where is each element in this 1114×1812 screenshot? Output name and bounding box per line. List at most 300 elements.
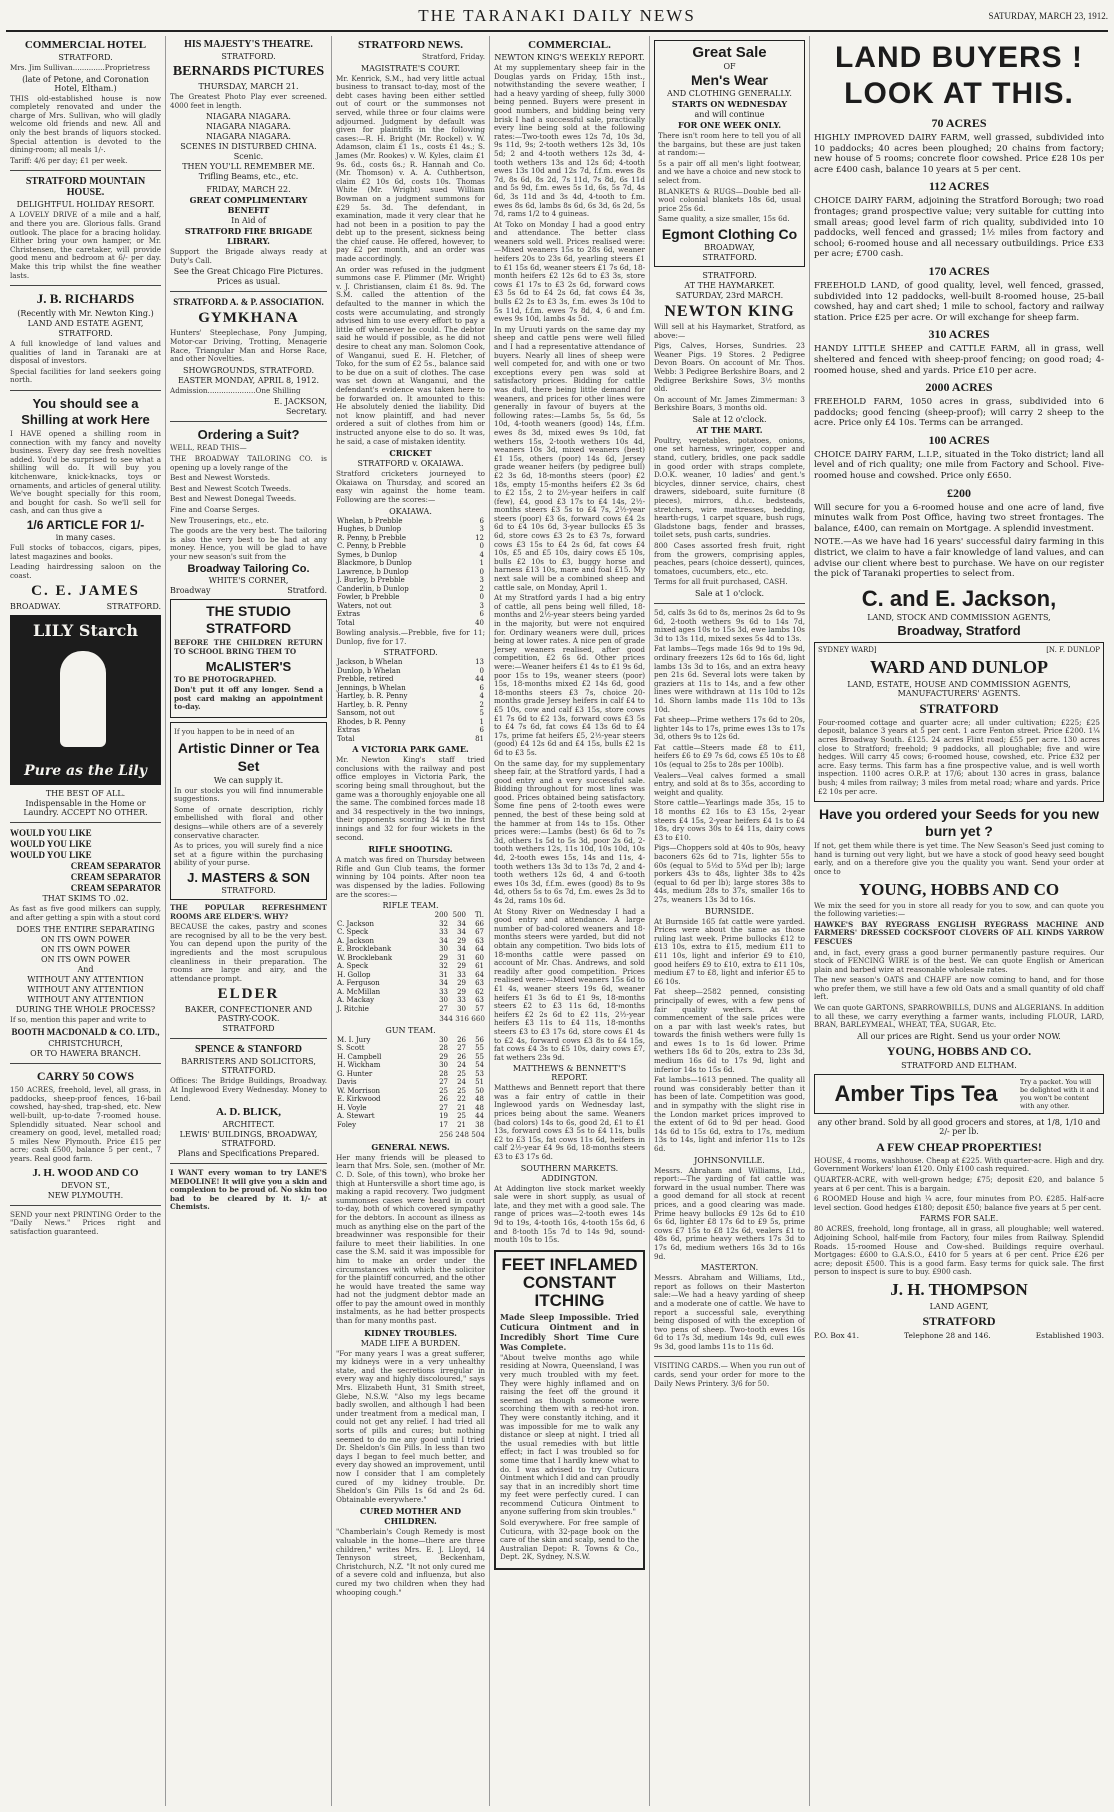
shilling-price-note: in many cases. xyxy=(55,533,116,542)
acres-150-text: 150 ACRES, freehold, level, all grass, in paddocks, sheep-proof fences, 16-bail cowshed, hay-shed, trap-shed, etc. New well-built, up-to-date 7-roomed house. Splendidly situated. Near school and creamery on good, level, metalled road; 5 miles New Plymouth. Price £15 per acre; cash £500, balance 5 per cent., 7 years. Real good farm. xyxy=(10,1085,161,1163)
hotel-title: COMMERCIAL HOTEL xyxy=(24,39,147,51)
player-score: 24 xyxy=(457,1078,466,1087)
great-sale-title: Great Sale xyxy=(692,44,767,61)
lily-title: LILY Starch xyxy=(32,621,139,641)
bowling-analysis: Bowling analysis.—Prebble, five for 11; Dunlop, five for 17. xyxy=(336,628,485,646)
masterton-head: MASTERTON. xyxy=(700,1263,759,1273)
artistic-title: Artistic Dinner or Tea Set xyxy=(177,739,320,774)
nf-dunlop: [N. F. DUNLOP xyxy=(1046,645,1100,654)
seeds-text: If not, get them while there is yet time. The New Season's Seed just coming to hand is turning out very light, but we have a stock of good heavy seed bought early, and on a therefore give you the quality you want. Send your order at once to xyxy=(814,841,1104,876)
player-score: 48 xyxy=(475,1095,484,1104)
look-at-this: LOOK AT THIS. xyxy=(844,77,1074,110)
cheap-1: HOUSE, 4 rooms, washhouse. Cheap at £225. With quarter-acre. High and dry. Government Workers' loan £120. Only £100 cash required. xyxy=(814,1155,1104,1174)
nk-list2: On account of Mr. James Zimmerman: 3 Berkshire Boars, 3 months old. xyxy=(654,394,805,413)
gymkhana-text: Hunters' Steeplechase, Pony Jumping, Motor-car Driving, Trotting, Menagerie Race, Triangular Man and Horse Race, and other Novelties. xyxy=(170,328,327,364)
cheap-3: 6 ROOMED House and high ¼ acre, four minutes from P.O. £285. Half-acre level section. Good hedges £180; deposit £50; balance five years at 5 per cent. xyxy=(814,1194,1104,1212)
player-name: Rhodes, b R. Penny xyxy=(337,717,406,726)
player-name: Waters, not out xyxy=(337,601,392,610)
report-text-5: On the same day, for my supplementary sheep fair, at the Stratford yards, I had a good entry and a very successful sale. Bidding throughout for most lines was good. Prices obtained being satisfactory. Some fine pens of 2-tooth ewes were penned, the best of these being sold at the hammer at from 14s to 15s. Other prices were:—Lambs (best) 6s 6d to 7s 3d, others 1s 5d to 5s 3d, poor 2s 6d, 2-tooth wethers 12s, 11s 10d, 10s 10d, 10s 4d, 2-tooth ewes 15s, 14s and 11s, 4-tooth wethers 13s 3d to 13s 7d, 2 and 4-tooth wethers 12s 6d, 4 and 6-tooth ewes 10s 3d, f.f.m. ewes (good) 8s to 9s 4d, others 5s to 6s 7d, f.m. ewes 2s 3d to 4s 2d, rams 10s 6d. xyxy=(494,758,645,905)
player-name: C. Penny, b Prebble xyxy=(337,542,406,550)
okaiawa-head: OKAIAWA. xyxy=(389,506,432,516)
sale-text4: Same quality, a size smaller, 15s 6d. xyxy=(658,214,790,224)
park-text: Mr. Newton King's staff tried conclusions with the railway and post office employes in Victoria Park, the scoring being small throughout, but the game was a thoroughly enjoyable one all the same. The combined forces made 18 and 34 respectively in the two innings, their opponents scoring 34 in the first innings and 32 for four wickets in the second. xyxy=(336,755,485,842)
player-name: Blackmore, b Dunlop xyxy=(337,559,412,567)
score-row xyxy=(336,534,485,543)
cheap-4: 80 ACRES, freehold, long frontage, all in grass, all ploughable; well watered. Adjoining School, half-mile from Factory, four miles from Railway. Splendid Roads. 15-roomed House and Cow-shed. Buildings require overhaul. Mortgages: £600 to G.A.S.O., £410 for 5 years at 6 per cent. Price £26 per acre; deposit £500. This is a good farm. Easy terms for quick sale. The first person to inspect is sure to buy. £900 cash. xyxy=(814,1224,1104,1277)
score-row xyxy=(336,551,485,560)
column-4 xyxy=(490,36,650,1806)
gymkhana: GYMKHANA xyxy=(198,310,299,327)
lily-text2: Indispensable in the Home or Laundry. ACCEPT NO OTHER. xyxy=(23,799,148,818)
report-text-3: In my Uruuti yards on the same day my sheep and cattle pens were well filled and I had a representative attendance of buyers. Nearly all lines of sheep were well competed for, and with one or two exceptions every pen was sold at satisfactory prices. Bidding for cattle was dull, there being little demand for weaners, and prices for other lines were generally in favour of buyers at the following rates:—Lambs 5s, 5s 6d, 5s 10d, 4-tooth weaners (good) 14s, f.f.m. ewes 8s 3d, mixed ewes 9s 10d, fat wethers 15s, 2-tooth wethers 10s 4d, weaners 10s 3d, mixed weaners (best) £1 15s, others (poor) 14s 6d, Jersey grade weaner heifers (by pedigree bull) £2 3s 6d, 18-months steers (poor) £2 18s, empty 15-months heifers £2 3s 6d to £2 15s, 2 to 2½-year heifers in calf (few), £4, good £3 17s to £4 14s, 2½-months steers £3 5s to £4 7s, 2½-year steers (poor) £3 6s, forward cows £4 2s 6d to £4 10s 6d, 3-year bullocks £5 3s 6d, store cows £3 2s to £3 7s, forward cows £3 15s to £4 2s 6d, fat cows £4 10s, £5 and £5 10s, dairy cows £5 10s, bulls £2 10s to £3, buggy horse and harness £13 10s, mare and foal £15. My next sale will be a combined sheep and cattle sale, on Monday, April 1. xyxy=(494,324,645,592)
player-score: 24 xyxy=(457,1061,466,1070)
nk-list: Pigs, Calves, Horses, Sundries. 23 Weaner Pigs. 19 Stores. 2 Pedigree Devon Boars. On account of Mr. Thos. Webb: 3 Pedigree Berkshire Boars, and 2 Pedigree Berkshire Sows, 3½ months old. xyxy=(654,341,805,394)
theatre-place: STRATFORD. xyxy=(221,52,276,61)
booth-place: CHRISTCHURCH, xyxy=(48,1039,123,1049)
player-score: 33 xyxy=(439,987,448,996)
rifle-team-head: RIFLE TEAM. xyxy=(382,901,439,911)
skims: THAT SKIMS TO .02. xyxy=(42,894,129,904)
studio-text: BEFORE THE CHILDREN RETURN TO SCHOOL BRING THEM TO xyxy=(174,638,323,657)
attention-1: WITHOUT ANY ATTENTION xyxy=(27,974,144,984)
stocks: In our stocks you will find innumerable suggestions. xyxy=(174,785,323,804)
r-text: 5d, calfs 3s 6d to 8s, merinos 2s 6d to 9s 6d, 2-tooth wethers 9s 6d to 14s 7d, mixed ages 10s to 15s 3d, ewe lambs 10s 3d to 13s 11d, mixed sexes 5s 4d to 13s. xyxy=(654,607,805,643)
thursday: THURSDAY, MARCH 21. xyxy=(198,82,299,91)
column-2 xyxy=(166,36,332,1806)
suit-text: WELL, READ THIS— xyxy=(170,443,247,453)
general-news-head: GENERAL NEWS. xyxy=(371,1141,450,1152)
divider xyxy=(170,1038,327,1039)
player-score: 31 xyxy=(439,970,448,979)
header-row xyxy=(336,911,485,920)
cuticura-advert xyxy=(494,1250,645,1570)
studio-text3: Don't put it off any longer. Send a post card making an appointment to-day. xyxy=(174,685,323,712)
tailoring-name: Broadway Tailoring Co. xyxy=(187,563,310,576)
mart-text2: 800 Cases assorted fresh fruit, right from the growers, comprising apples, peaches, pears (choice dessert), quinces, tomatoes, cucumbers, etc., etc. xyxy=(654,541,805,576)
elder-sub: BAKER, CONFECTIONER AND PASTRY-COOK. xyxy=(184,1005,313,1024)
young-list: HAWKE'S BAY RYEGRASS ENGLISH RYEGRASS MACHINE AND FARMERS' DRESSED COCKSFOOT CLOVERS OF ALL KINDS YARROW FESCUES xyxy=(814,919,1104,946)
thompson-sub: LAND AGENT, xyxy=(929,1301,989,1311)
player-score: 28 xyxy=(439,1069,448,1078)
great-sale-advert xyxy=(654,40,805,267)
score-row xyxy=(336,1104,485,1113)
stratford-head: STRATFORD. xyxy=(702,270,757,280)
court-text: Mr. Kenrick, S.M., had very little actual business to transact to-day, most of the debt cases having been either settled out of court or the summonses not served, while three or four claims were adjourned. Judgment by default was given for plaintiffs in the following cases:—R. H. Bright (Mr. Rockel) v. W. Adamson, claim £1 1s., costs £1 4s.; S. James (Mr. Rookes) v. W. Kyles, claim £1 9s. 6d., costs 6s.; R. Hannah and Co. (Mr. Thomson) v. A. A. Cuthbertson, claim £2 10s 6d, costs 10s. Thomas White (Mr. Wright) sued William Bowman on a judgment summons for £29 5s. 3d. The defendant, in examination, made it very clear that he had not been in a position to pay the debt up to the present, sickness being the chief cause. He offered, however, to pay £2 per month, and an order was made accordingly. xyxy=(336,73,485,264)
player-score: 51 xyxy=(475,1078,484,1087)
sale-text3: BLANKETS & RUGS—Double bed all-wool colonial blankets 18s 6d, usual price 25s 6d. xyxy=(658,186,801,213)
score-row xyxy=(336,988,485,997)
player-name: Jennings, b Whelan xyxy=(337,683,406,692)
player-score: 56 xyxy=(475,1035,484,1044)
ward-dunlop-advert xyxy=(814,642,1104,802)
theatre-title: HIS MAJESTY'S THEATRE. xyxy=(184,39,313,50)
seeds-headline: Have you ordered your Seeds for you new burn yet ? xyxy=(818,806,1100,840)
addington-head: ADDINGTON. xyxy=(541,1173,598,1183)
player-score: 53 xyxy=(475,1069,484,1078)
r-text6: Store cattle—Yearlings made 35s, 15 to 18 months £2 16s to £3 15s, 2-year steers £4 15s, 2-year heifers £4 1s to £4 18s, dry cows 30s to £4 11s, dairy cows £3 to £10. xyxy=(654,798,805,842)
r-text7: Pigs—Choppers sold at 40s to 90s, heavy baconers 62s 6d to 71s, lighter 55s to 60s (equal to 5½d to 5¾d per lb); large porkers 43s to 48s, lighter 38s to 42s (equal to 6d per lb); large stores 38s to 44s, medium 28s to 37s, smaller 16s to 27s, weaners 13s 3d to 16s. xyxy=(654,843,805,904)
cricket-sub: STRATFORD v. OKAIAWA. xyxy=(357,459,464,469)
scenic: Scenic. xyxy=(233,152,264,162)
lily-slogan: Pure as the Lily xyxy=(24,763,147,780)
popular-rooms: THE POPULAR REFRESHMENT ROOMS ARE ELDER'S. WHY? xyxy=(170,902,327,921)
player-score: 0 xyxy=(479,666,484,675)
score-row xyxy=(336,684,485,693)
supply: We can supply it. xyxy=(213,775,284,785)
player-score: 1 xyxy=(479,717,484,726)
player-score: 0 xyxy=(479,567,484,576)
sale-continue: and will continue xyxy=(694,110,765,119)
player-name: G. Hunter xyxy=(337,1069,373,1078)
report-text-2: At Toko on Monday I had a good entry and attendance. The better class weaners sold well. Prices realised were:—Mixed weaners 15s to 28s 6d, weaner heifers 20s to 23s 6d, yearling steers £1 to £1 15s 6d, weaner steers £1 7s 6d, 18-month heifers £2 12s 6d to £3 3s, store cows £1 17s to £3 2s 6d, forward cows £3 5s 6d to £4 2s 6d, fat cows £4 3s, bulls £2 2s to £3 3s, f.m. ewes 3s 10d to 5s 11d, f.f.m. ewes 7s 8d, 4, 6 and f.m. ewes 9s 10d, lambs 4s 5d. xyxy=(494,219,645,324)
rifle-scores xyxy=(336,911,485,1013)
score-row xyxy=(336,962,485,971)
player-score: 64 xyxy=(475,970,484,979)
player-score: 4 xyxy=(479,550,484,559)
player-name: W. Brocklebank xyxy=(337,953,393,962)
worsted-3: Best and Newest Donegal Tweeds. xyxy=(170,494,297,504)
player-name: Hartley, b. R. Penny xyxy=(337,700,408,709)
mens-wear: Men's Wear xyxy=(691,72,768,88)
player-score: 27 xyxy=(439,1103,448,1112)
jackson-place: Broadway, Stratford xyxy=(897,622,1021,638)
player-score: 30 xyxy=(439,1035,448,1044)
score-row xyxy=(336,1087,485,1096)
own-power-1: ON ITS OWN POWER xyxy=(41,934,130,944)
court-text2: An order was refused in the judgment summons case F. Plimmer (Mr. Wright) v. J. Christiansen, claim £1 8s. 9d. The S.M. called the attention of the defaulted to the manner in which the costs were accumulating, and strongly advised him to use every effort to pay a little off whenever he could. The debtor said he would if possible, as he did not desire to cheat any man. Solomon Cook, of Wanganui, sued E. H. Fletcher, of Toko, for the sum of £2 5s., balance said to be due on a suit of clothes. The case was set down at Wanganui, and the defendant's evidence was taken here to be forwarded on. It amounted to this: He absolutely denied the liability. Did not know plaintiff, and had never ordered a suit of clothes from him or instructed anyone else to do so. It was, he said, a case of mistaken identity. xyxy=(336,264,485,446)
young-place: STRATFORD AND ELTHAM. xyxy=(901,1060,1017,1070)
cricket-head: CRICKET xyxy=(389,448,432,459)
nk-sell-text: Will sell at his Haymarket, Stratford, as above:— xyxy=(654,321,805,340)
masthead xyxy=(6,2,1108,32)
player-name: H. Voyle xyxy=(337,1103,367,1112)
player-name: Davis xyxy=(337,1078,357,1087)
egmont-place: STRATFORD. xyxy=(702,252,757,262)
remember: THEN YOU'LL REMEMBER ME. xyxy=(182,162,315,172)
would-2: WOULD YOU LIKE xyxy=(10,839,92,850)
player-name: C. Jackson xyxy=(337,919,375,928)
burnside-head: BURNSIDE. xyxy=(704,906,755,916)
player-name: M. I. Jury xyxy=(337,1035,371,1044)
column-3 xyxy=(332,36,490,1806)
feet-text2: Sold everywhere. For free sample of Cuticura, with 32-page book on the care of the skin and scalp, send to the Australian Depot: R. Towns & Co., Dept. 2K, Sydney, N.S.W. xyxy=(500,1518,639,1562)
player-score: 44 xyxy=(475,1112,484,1121)
player-name: Foley xyxy=(337,1120,357,1129)
player-name: Dunlop, b Whelan xyxy=(337,666,401,675)
player-name: E. Kirkwood xyxy=(337,1095,381,1104)
player-name: A. Ferguson xyxy=(337,979,380,988)
r-text4: Fat cattle—Steers made £8 to £11, heifers £6 to £9 7s 6d, cows £5 10s to £8 10s (equal to 25s to 28s per 100lb). xyxy=(654,742,805,770)
worsted-4: Fine and Coarse Serges. xyxy=(170,504,260,514)
player-name: H. Gollop xyxy=(337,970,371,979)
divider xyxy=(10,1205,161,1206)
okaiawa-scores xyxy=(336,517,485,628)
commercial-title: COMMERCIAL. xyxy=(528,39,611,51)
player-score: 60 xyxy=(475,953,484,962)
score-row xyxy=(336,920,485,929)
mart-text: Poultry, vegetables, potatoes, onions, one set harness, wringer, copper and stand, cutlery, bridles, one pack saddle in good order with straps complete, D.O.K. weaner, 10 ladies' and gent.'s bicycles, dinner service, chairs, chest drawers, sideboard, suite furniture (8 pieces), mirrors, d.h.c. bedsteads, stretchers, wire mattresses, bedding, hearth-rugs, 1 carpet square, bush rugs, Gladstone bags, fender and brasses, toilet sets, push carts, sundries. xyxy=(654,435,805,540)
booth-branch: OR TO HAWERA BRANCH. xyxy=(30,1049,141,1059)
player-score: 33 xyxy=(439,928,448,937)
booth-name: BOOTH MACDONALD & CO. LTD., xyxy=(11,1027,160,1038)
blick-address: LEWIS' BUILDINGS, BROADWAY, STRATFORD. xyxy=(179,1130,318,1149)
tailoring-place2: Stratford. xyxy=(287,586,327,596)
attention-2: WITHOUT ANY ATTENTION xyxy=(27,984,144,994)
artistic-advert xyxy=(170,722,327,900)
hotel-place: STRATFORD. xyxy=(58,53,113,62)
stocks-text2: As to prices, you will surely find a nice set at a figure within the purchasing ability of your purse. xyxy=(174,841,323,868)
cream-3: CREAM SEPARATOR xyxy=(70,883,161,894)
score-row xyxy=(336,517,485,526)
worsted-1: Best and Newest Worsteds. xyxy=(170,473,271,483)
easter: EASTER MONDAY, APRIL 8, 1912. xyxy=(177,375,320,385)
player-score: 3 xyxy=(479,576,484,584)
matthews-text: Matthews and Bennett report that there was a fair entry of cattle in their Inglewood yards on Wednesday last, prices being about the same. Weaners (bad colors) 14s to 6s, good 2d, £1 to £1 13s, forward cows £3 5s to £4 11s, bulls £2 to £3 15s, fat cows 11s 6d, heifers in calf 2½-year £4 9s 6d, 18-months steers £3 to £3 17s 6d. xyxy=(494,1083,645,1162)
would-1: WOULD YOU LIKE xyxy=(10,828,92,839)
kidney-sub: MADE LIFE A BURDEN. xyxy=(360,1338,461,1348)
mountain-house-sub: DELIGHTFUL HOLIDAY RESORT. xyxy=(16,200,155,210)
heading-70-acres: 70 ACRES xyxy=(931,116,987,130)
report-text-1: At my supplementary sheep fair in the Douglas yards on Friday, 15th inst., notwithstanding the severe weather, I had a heavy yarding of sheep, fully 3000 being penned. Buyers were present in good numbers, and bidding being very brisk I had a successful sale, practically every line being sold at the following rates:—Two-tooth ewes 12s 7d, 10s 3d, 9s 11d, 9s; 2-tooth wethers 12s 3d, 10s 5d; 2 and 4-tooth wethers 12s 3d, 4-tooth wethers 13s and 12s 6d; 4-tooth ewes 13s 10d and 12s 7d, f.f.m. ewes 8s 7d, 8s 6d, 8s 2d, 7s 11d, 7s 8d, 6s 11d and 5s 9d, f.m. ewes 5s 1d, 6s, 5s 7d, 4s 6d, 3s 11d and 3s 4d, 4-tooth to f.m. ewes 8s 6d, lambs 8s 6d, 6s 3d, 6s 2d, 5s 7d, rams 1/2 to 4 guineas. xyxy=(494,63,645,219)
amber-side-text: Try a packet. You will be delighted with it and you won't be content with any other. xyxy=(1020,1077,1099,1110)
text-112-acres: CHOICE DAIRY FARM, adjoining the Stratford Borough; two road frontages; grand prospective value; very suitable for cutting into small areas; good level farm of rich quality, subdivided into 10 paddocks, well fenced and grassed; 1½ miles from factory and school; 6-roomed house and all necessary outbuildings. Price £33 per acre; £700 cash. xyxy=(814,196,1104,260)
column-6 xyxy=(810,36,1108,1806)
shilling-text3: Leading hairdressing saloon on the coast. xyxy=(10,562,161,580)
total-score: 40 xyxy=(475,618,484,627)
score-row xyxy=(336,675,485,684)
young-text4: We can quote GARTONS, SPARROWBILLS, DUNS and ALGERIANS. In addition to all these, we carry everything a farmer wants, including FLOUR, LARD, BRAN, BARLEYMEAL, WHEAT, TEA, SUGAR, Etc. xyxy=(814,1003,1104,1030)
studio-title: THE STUDIO STRATFORD xyxy=(205,603,292,637)
score-row xyxy=(336,1036,485,1045)
player-score: 34 xyxy=(457,945,466,954)
heading-112-acres: 112 ACRES xyxy=(928,179,990,194)
lily-starch-advert xyxy=(10,615,161,785)
player-score: 27 xyxy=(457,1044,466,1053)
player-score: 25 xyxy=(439,1086,448,1095)
thompson-po: P.O. Box 41. xyxy=(814,1330,859,1340)
matthews-head: MATTHEWS & BENNETT'S REPORT. xyxy=(512,1064,627,1083)
ward-dunlop-text: Four-roomed cottage and quarter acre; all under cultivation; £225; £25 deposit, balance 3 years at 5 per cent. 1 acre Fenton street. Price £200. 1¼ acres Broadway South. £125. 24 acres Flint road; £55 per acre. 130 acres close to Stratford; freehold; 9 paddocks, all ploughable; five and wire hedges. Will carry 45 cows; 6-roomed house, cowshed, etc. Price £32 per acre. Easy terms. This farm has a fine prospective value, and is well worth inspection. 1100 acres O.R.P. at 17/6; about 130 acres in grass, balance bush; 4 miles from railway; 3 miles from metal road; whare and yards. Price £2 10s per acre. xyxy=(818,717,1100,796)
player-name: Lawrence, b Dunlop xyxy=(337,567,409,576)
player-name: A. Speck xyxy=(337,962,369,971)
score-row xyxy=(336,709,485,718)
score-row xyxy=(336,525,485,534)
gun-team-head: GUN TEAM. xyxy=(385,1025,436,1035)
report-text-4: At my Stratford yards I had a big entry of cattle, all pens being well filled, 18-months and 2½-year steers being yarded in the majority, but were not enquired for. Ordinary weaners were dull, prices being at lower rates. A nice pen of grade Jersey weaners realised, after good competition, £2 6s 6d. Other prices were:—Weaner heifers £1 4s to £1 9s 6d, poor 15s to 19s, weaner steers (poor) 15s, 18-months mixed £2 14s 6d, good 18-months steers £3 7s, choice 20-months grade Jersey heifers in calf £4 to £5 10s, cow and calf £3 15s, store cows £1 7s 6d to £2 13s, forward cows £3 5s to £4 7s 6d, fat cows £4 13s 6d to £4 17s, prime fat heifers £5, 2½-year steers (good) £4 12s 6d and £4 15s, bulls £2 1s 6d to £3 5s. xyxy=(494,593,645,757)
player-name: Symes, b Dunlop xyxy=(337,550,397,559)
player-score: 54 xyxy=(475,1061,484,1070)
jackson-name: C. and E. Jackson, xyxy=(861,585,1057,611)
player-score: 2 xyxy=(479,700,484,709)
scenes-china: SCENES IN DISTURBED CHINA. xyxy=(180,142,317,152)
wood-name: J. H. WOOD AND CO xyxy=(32,1166,139,1179)
divider xyxy=(10,822,161,823)
player-score: 17 xyxy=(439,1120,448,1129)
score-row xyxy=(336,1044,485,1053)
player-name: J. Burley, b Prebble xyxy=(337,576,405,584)
score-row xyxy=(336,1112,485,1121)
visiting-cards: VISITING CARDS.— When you run out of cards, send your order for more to the Daily News Printery. 3/6 for 50. xyxy=(654,1361,805,1388)
richards-text2: Special facilities for land seekers going north. xyxy=(10,366,161,385)
player-score: 0 xyxy=(479,542,484,550)
mcalister: McALISTER'S xyxy=(205,658,292,674)
cream-2: CREAM SEPARATOR xyxy=(70,872,161,883)
sale-of: OF xyxy=(723,62,736,71)
hotel-owner: Mrs. Jim Sullivan..............Proprietress xyxy=(10,63,150,72)
player-score: 30 xyxy=(439,996,448,1005)
player-score: 29 xyxy=(439,953,448,962)
stocks-text: Some of ornate description, richly embellished with floral and other designs—while others are of a severely conservative character. xyxy=(174,804,323,840)
player-name: Prebble, retired xyxy=(337,675,394,684)
player-score: 28 xyxy=(439,1044,448,1053)
score-row xyxy=(336,701,485,710)
score-row xyxy=(336,667,485,676)
artistic-intro: If you happen to be in need of an xyxy=(174,727,295,737)
young-text2: and, in fact, every grass a good burner permanently pasture requires. Our stock of FENCING WIRE is of the best. We can quote English or American plain and barbed wire at reasonable wholesale rates. xyxy=(814,947,1104,974)
player-score: 25 xyxy=(457,1112,466,1121)
skims-text: As fast as five good milkers can supply, and after getting a spin with a stout cord xyxy=(10,904,161,922)
woman-figure-icon xyxy=(60,651,106,747)
score-row xyxy=(336,937,485,946)
blick-plans: Plans and Specifications Prepared. xyxy=(177,1149,320,1159)
lily-text: THE BEST OF ALL. xyxy=(45,789,126,799)
player-name: Hartley, b. R. Penny xyxy=(337,692,408,701)
burnside-text: At Burnside 165 fat cattle were yarded. Prices were about the same as those ruling last week. Prime bullocks £12 to £13 10s, extra to £15, medium £11 to £11 10s, light and inferior £9 to £10, good heifers £9 to £10, extra to £11 10s, medium £7 to £8, light and inferior £5 to £6 10s. xyxy=(654,916,805,986)
heading-310-acres: 310 ACRES xyxy=(928,327,990,342)
wood-place: NEW PLYMOUTH. xyxy=(47,1190,124,1200)
carry-cows: CARRY 50 COWS xyxy=(36,1069,135,1084)
spence-sub: BARRISTERS AND SOLICITORS, STRATFORD. xyxy=(181,1057,316,1076)
player-score: 63 xyxy=(475,996,484,1005)
player-score: 31 xyxy=(457,953,466,962)
player-score: 61 xyxy=(475,962,484,971)
text-100-acres: CHOICE DAIRY FARM, L.I.P., situated in the Toko district; land all level and of rich quality; one mile from Factory and School. Five-roomed house and cowshed. Price only £650. xyxy=(814,449,1104,482)
richards-text: A full knowledge of land values and qualities of land in Taranaki are at disposal of investors. xyxy=(10,339,161,366)
divider xyxy=(654,603,805,604)
tailoring-address: WHITE'S CORNER, xyxy=(208,576,289,586)
player-name: A. Jackson xyxy=(337,936,374,945)
score-row xyxy=(336,602,485,611)
player-score: 34 xyxy=(439,936,448,945)
jackson-sub: LAND, STOCK AND COMMISSION AGENTS, xyxy=(867,612,1051,622)
in-aid: In Aid of xyxy=(231,216,266,226)
text-70-acres: HIGHLY IMPROVED DAIRY FARM, well grassed, subdivided into 10 paddocks; 40 acres been ploughed; 20 chains from factory; new house of 5 rooms; concrete floor cowshed. Price £28 10s per acre £400 cash, balance 10 years at 5 per cent. xyxy=(814,133,1104,175)
score-row xyxy=(336,726,485,735)
stratford-scores xyxy=(336,658,485,743)
rifle-total: 344 316 660 xyxy=(439,1014,485,1024)
total-score: 81 xyxy=(475,734,484,743)
suit-title: Ordering a Suit? xyxy=(197,427,300,443)
ap-association: STRATFORD A. & P. ASSOCIATION. xyxy=(173,297,324,308)
score-row xyxy=(336,658,485,667)
james-name: C. E. JAMES xyxy=(31,583,140,600)
player-name: A. Stewart xyxy=(337,1112,375,1121)
score-row xyxy=(336,1078,485,1087)
wood-address: DEVON ST., xyxy=(61,1180,110,1190)
elder-place: STRATFORD xyxy=(222,1024,275,1034)
cheap-2: QUARTER-ACRE, with well-grown hedge; £75; deposit £20, and balance 5 years at 6 per cent. This is a bargain. xyxy=(814,1175,1104,1193)
egmont-name: Egmont Clothing Co xyxy=(661,225,798,242)
printing-notice: SEND your next PRINTING Order to the "Daily News." Prices right and satisfaction guaranteed. xyxy=(10,1209,161,1236)
mart-head: AT THE MART. xyxy=(696,424,763,435)
richards-sub2: LAND AND ESTATE AGENT, xyxy=(27,319,144,329)
cheap-properties-head: A FEW CHEAP PROPERTIES! xyxy=(876,1139,1042,1154)
player-score: 38 xyxy=(475,1120,484,1129)
shilling-title: You should see a Shilling at work Here xyxy=(21,396,150,428)
sydney-ward: SYDNEY WARD] xyxy=(818,645,877,654)
secretary: Secretary. xyxy=(285,407,327,417)
player-score: 33 xyxy=(457,970,466,979)
player-score: 64 xyxy=(475,945,484,954)
divider xyxy=(170,421,327,422)
and-text: And xyxy=(77,964,94,974)
player-score: 3 xyxy=(479,601,484,610)
player-score: 34 xyxy=(439,979,448,988)
thompson-place: STRATFORD xyxy=(922,1313,996,1328)
richards-title: J. B. RICHARDS xyxy=(36,291,135,307)
player-score: 27 xyxy=(439,1004,448,1013)
r-text3: Fat sheep—Prime wethers 17s 6d to 20s, lighter 14s to 17s, prime ewes 13s to 17s 3d, others 9s to 12s 6d. xyxy=(654,715,805,742)
amber-sub: any other brand. Sold by all good grocers and stores, at 1/8, 1/10 and 2/- per lb. xyxy=(817,1117,1101,1136)
spence-text: Offices: The Bridge Buildings, Broadway. At Inglewood Every Wednesday. Money to Lend. xyxy=(170,1076,327,1103)
masterton-text: Messrs. Abraham and Williams, Ltd., report as follows on their Masterton sale:—We had a heavy yarding of sheep and a moderate one of cattle. We have to report a successful sale, everything being disposed of with the exception of two pens of sheep. Two-tooth ewes 16s 6d to 17s 3d, medium 14s 9d, cull ewes 9s 3d, good lambs 11s to 11s 6d. xyxy=(654,1273,805,1351)
ej: E. JACKSON, xyxy=(273,397,327,407)
bernards-pictures: BERNARDS PICTURES xyxy=(172,64,325,79)
studio-text2: TO BE PHOTOGRAPHED. xyxy=(174,674,277,684)
fire-brigade: STRATFORD FIRE BRIGADE LIBRARY. xyxy=(184,226,313,247)
player-score: 6 xyxy=(479,683,484,692)
player-score: 6 xyxy=(479,726,484,735)
column-1 xyxy=(6,36,166,1806)
player-score: 50 xyxy=(475,1086,484,1095)
southern-markets: SOUTHERN MARKETS. xyxy=(520,1163,619,1173)
column-header: Tl. xyxy=(474,911,484,920)
player-name: A. Mackay xyxy=(337,996,375,1005)
masters-name: J. MASTERS & SON xyxy=(187,869,310,885)
text-2000-acres: FREEHOLD FARM, 1050 acres in grass, subdivided into 6 paddocks; good fencing (sheep-proof); will carry 2 sheep to the acre. Price only £4 10s. Terms can be arranged. xyxy=(814,397,1104,429)
sale-text: There isn't room here to tell you of all the bargains, but these are just taken at random:— xyxy=(658,131,801,158)
player-score: 34 xyxy=(457,919,466,928)
news-date: Stratford, Friday. xyxy=(421,52,485,61)
spence-name: SPENCE & STANFORD xyxy=(194,1044,303,1056)
feet-text: "About twelve months ago while residing at Nowra, Queensland, I was very much troubled with my feet. They were highly inflamed and on raising the feet off the ground it seemed as though someone were scorching them with a red-hot iron. They were constantly itching, and it was impossible for me to walk any distance or sleep at night. I tried all the usual remedies with but little effect; in fact I was troubled so for some time that I hardly knew what to do. I was advised to try Cuticura Ointment which I did and can proudly say that in an incredibly short time my feet were perfectly cured. I can recommend Cuticura Ointment to anyone suffering from skin troubles." xyxy=(500,1352,639,1517)
r-text5: Vealers—Veal calves formed a small entry, and sold at 8s to 35s, according to weight and quality. xyxy=(654,770,805,797)
friday: FRIDAY, MARCH 22. xyxy=(206,185,291,195)
sale-one-week: FOR ONE WEEK ONLY. xyxy=(677,120,782,130)
score-row xyxy=(336,585,485,594)
player-score: 63 xyxy=(475,936,484,945)
prices-usual: Prices as usual. xyxy=(216,277,281,287)
suit-text2: THE BROADWAY TAILORING CO. is opening up a lovely range of the xyxy=(170,453,327,472)
issue-date: SATURDAY, MARCH 23, 1912. xyxy=(988,11,1108,21)
text-200-pounds: Will secure for you a 6-roomed house and one acre of land, five minutes walk from Post Office, having two street frontages. The balance, £400, can remain on Mortgage. A splendid investment. xyxy=(814,502,1104,534)
player-score: 34 xyxy=(457,928,466,937)
player-score: 22 xyxy=(457,1095,466,1104)
newton-king-report-head: NEWTON KING'S WEEKLY REPORT. xyxy=(494,53,645,62)
newton-king-name: NEWTON KING xyxy=(664,302,795,320)
cricket-text: Stratford cricketers journeyed to Okaiawa on Thursday, and scored an easy win against the home team. Following are the scores:— xyxy=(336,469,485,504)
score-row xyxy=(336,593,485,602)
player-score: 3 xyxy=(479,525,484,533)
mention-text: If so, mention this paper and write to xyxy=(10,1014,147,1024)
player-score: 55 xyxy=(475,1044,484,1053)
mountain-house-title: STRATFORD MOUNTAIN HOUSE. xyxy=(25,176,146,199)
score-row xyxy=(336,610,485,619)
chicago-fire: See the Great Chicago Fire Pictures. xyxy=(173,267,324,277)
player-score: 26 xyxy=(457,1052,466,1061)
column-5 xyxy=(650,36,810,1806)
hotel-tariff: Tariff: 4/6 per day; £1 per week. xyxy=(10,155,128,165)
